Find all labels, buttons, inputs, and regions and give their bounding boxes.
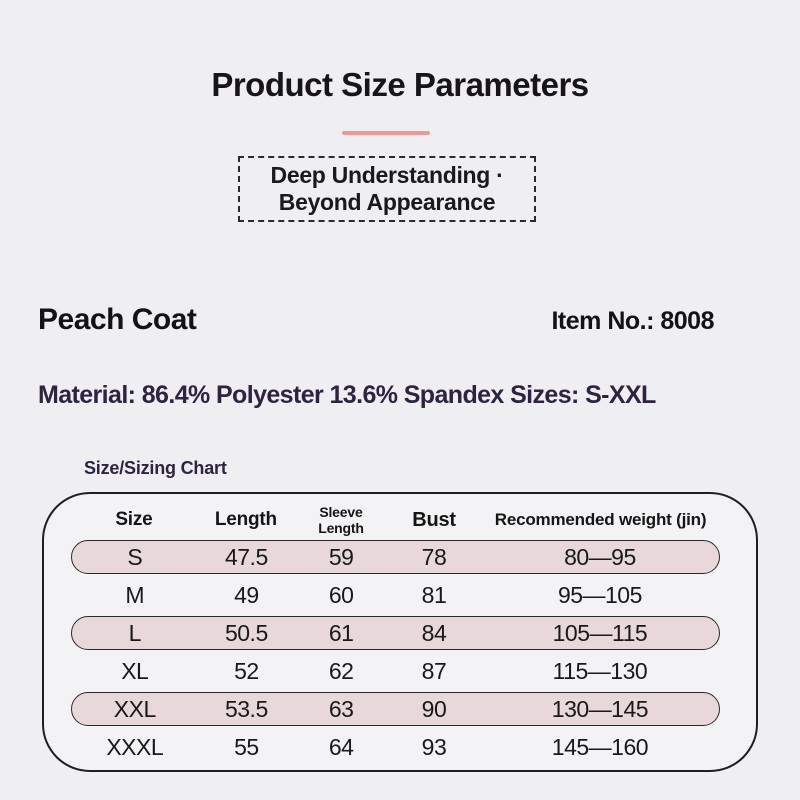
cell-sleeve_length: 59 <box>328 543 354 570</box>
column-header-bust: Bust <box>412 508 456 531</box>
table-row-m <box>71 576 720 614</box>
product-header-row <box>38 303 714 337</box>
table-row-xl <box>71 652 720 690</box>
cell-bust: 81 <box>421 581 447 608</box>
cell-size: XL <box>121 657 149 684</box>
cell-bust: 90 <box>421 695 447 722</box>
cell-bust: 84 <box>421 619 447 646</box>
cell-weight: 130—145 <box>551 695 649 722</box>
cell-size: S <box>127 543 143 570</box>
table-row-xxxl <box>71 728 720 766</box>
item-number: Item No.: 8008 <box>551 307 714 335</box>
cell-length: 49 <box>234 581 259 608</box>
cell-bust: 78 <box>421 543 447 570</box>
column-header-length: Length <box>214 509 277 530</box>
cell-weight: 105—115 <box>552 619 648 646</box>
cell-length: 53.5 <box>224 695 268 722</box>
cell-sleeve_length: 64 <box>328 733 354 760</box>
cell-size: XXXL <box>106 733 164 760</box>
cell-size: M <box>125 581 145 608</box>
table-row-l <box>71 616 720 650</box>
table-row-s <box>71 540 720 574</box>
cell-bust: 87 <box>421 657 447 684</box>
table-body <box>71 540 720 766</box>
column-header-sleeve-length: Sleeve Length <box>318 504 364 536</box>
cell-sleeve_length: 63 <box>328 695 354 722</box>
cell-bust: 93 <box>421 733 447 760</box>
cell-length: 50.5 <box>224 619 268 646</box>
page-title: Product Size Parameters <box>211 66 589 103</box>
cell-size: XXL <box>113 695 156 722</box>
table-header-row <box>71 502 720 538</box>
cell-weight: 95—105 <box>557 581 642 608</box>
tagline-line1: Deep Understanding · <box>270 162 504 188</box>
size-chart-table <box>42 492 758 772</box>
tagline-line2: Beyond Appearance <box>278 189 496 215</box>
cell-weight: 145—160 <box>551 733 649 760</box>
cell-sleeve_length: 60 <box>328 581 354 608</box>
cell-length: 55 <box>234 733 259 760</box>
tagline-box <box>238 156 536 222</box>
cell-weight: 80—95 <box>564 543 636 570</box>
cell-sleeve_length: 61 <box>328 619 354 646</box>
column-header-recommended-weight-jin: Recommended weight (jin) <box>494 510 707 529</box>
product-name: Peach Coat <box>38 303 197 336</box>
cell-length: 52 <box>234 657 259 684</box>
title-divider <box>342 131 430 135</box>
cell-sleeve_length: 62 <box>328 657 354 684</box>
column-header-size: Size <box>115 509 153 530</box>
material-info: Material: 86.4% Polyester 13.6% Spandex Sizes: S-XXL <box>38 381 656 409</box>
size-chart-label: Size/Sizing Chart <box>84 458 227 478</box>
cell-size: L <box>128 619 141 646</box>
cell-length: 47.5 <box>224 543 268 570</box>
cell-weight: 115—130 <box>552 657 648 684</box>
table-row-xxl <box>71 692 720 726</box>
